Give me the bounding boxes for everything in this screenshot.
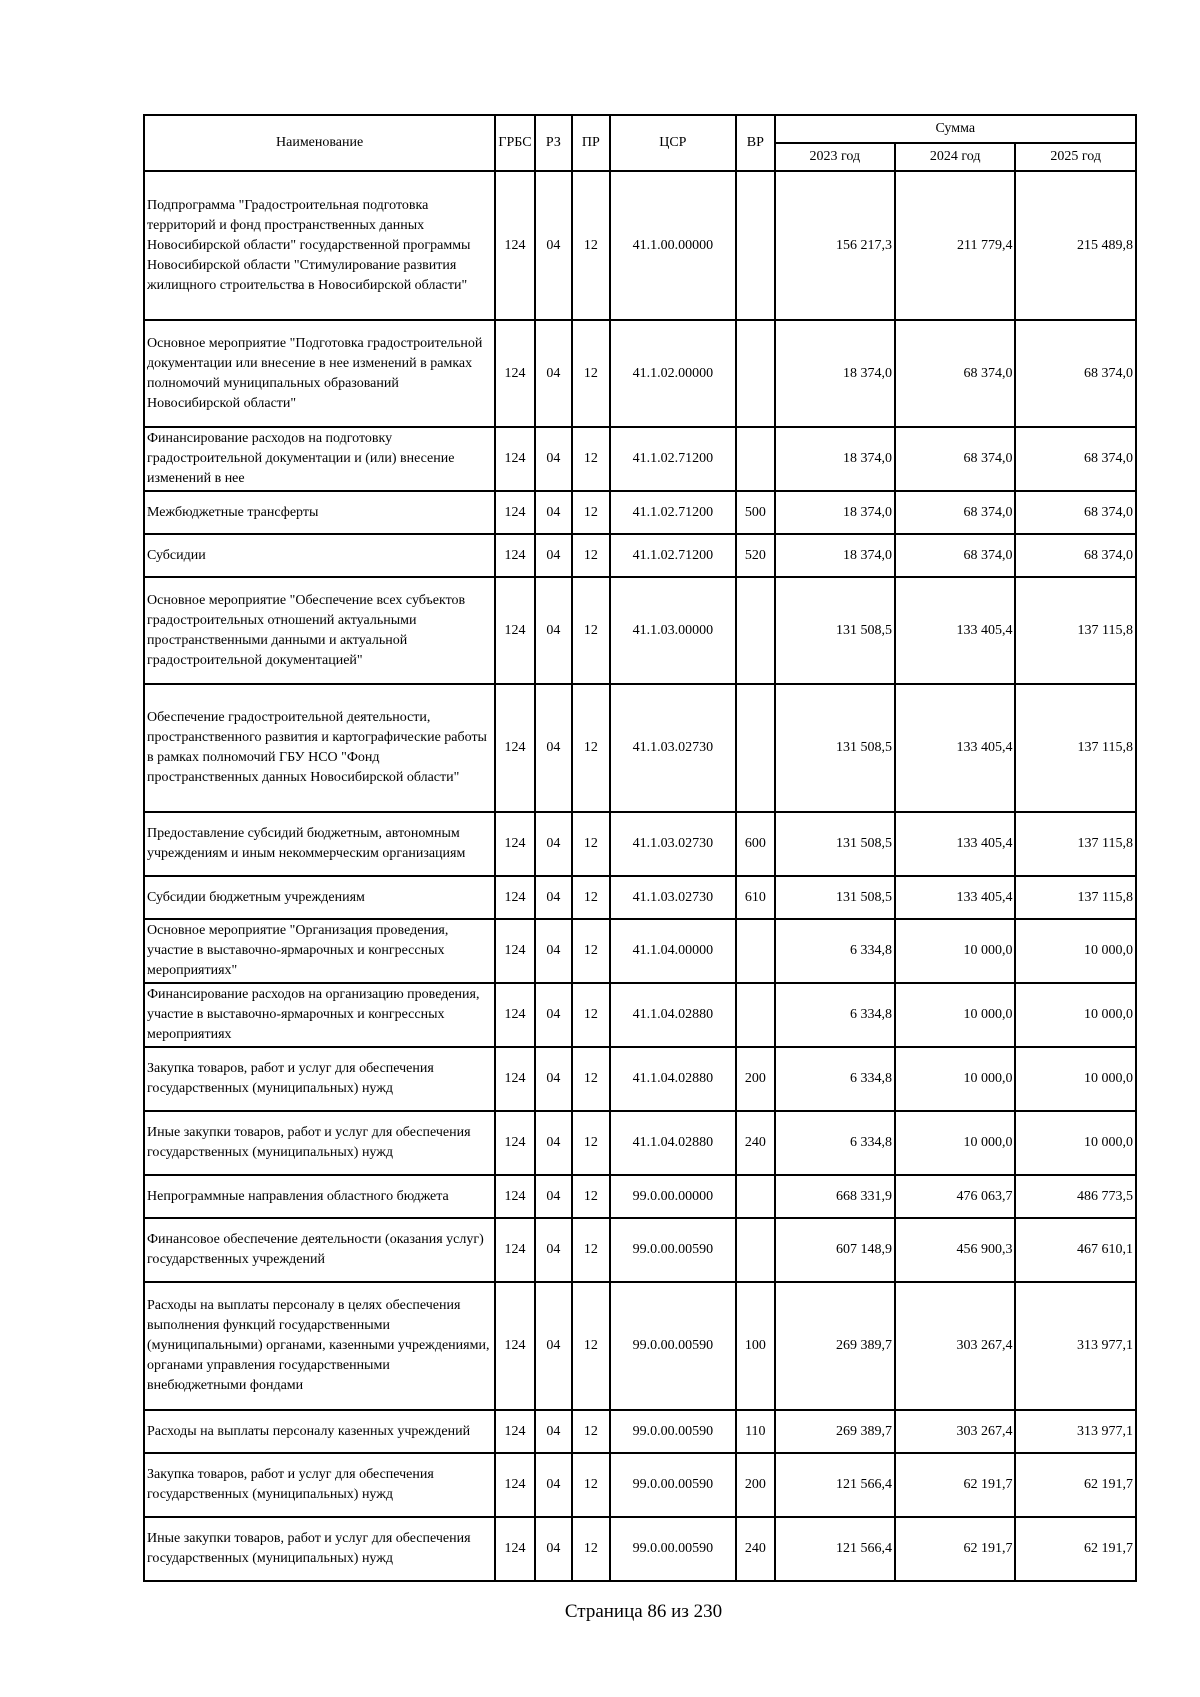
row-csr: 41.1.03.02730 xyxy=(610,812,737,876)
row-rz: 04 xyxy=(535,876,572,919)
row-csr: 41.1.04.02880 xyxy=(610,983,737,1047)
row-name: Основное мероприятие "Подготовка градостроительной документации или внесение в нее изменений в рамках полномочий муниципальных образований Новосибирской области" xyxy=(144,320,495,427)
row-sum-2023: 6 334,8 xyxy=(775,919,895,983)
header-sum: Сумма xyxy=(775,115,1136,143)
row-grbs: 124 xyxy=(495,684,534,812)
row-pr: 12 xyxy=(572,1410,609,1453)
row-grbs: 124 xyxy=(495,320,534,427)
table-row xyxy=(144,1517,1136,1581)
row-sum-2024: 10 000,0 xyxy=(895,919,1015,983)
header-year-2025: 2025 год xyxy=(1015,143,1136,171)
row-sum-2025: 137 115,8 xyxy=(1015,577,1136,684)
row-grbs: 124 xyxy=(495,1175,534,1218)
row-name: Иные закупки товаров, работ и услуг для обеспечения государственных (муниципальных) нужд xyxy=(144,1517,495,1581)
row-pr: 12 xyxy=(572,534,609,577)
row-pr: 12 xyxy=(572,1175,609,1218)
row-sum-2023: 269 389,7 xyxy=(775,1282,895,1410)
row-name: Основное мероприятие "Обеспечение всех субъектов градостроительных отношений актуальными пространственными данными и актуальной градостроительной документацией" xyxy=(144,577,495,684)
row-grbs: 124 xyxy=(495,1047,534,1111)
row-pr: 12 xyxy=(572,320,609,427)
row-pr: 12 xyxy=(572,1111,609,1175)
row-rz: 04 xyxy=(535,320,572,427)
row-sum-2023: 269 389,7 xyxy=(775,1410,895,1453)
table-row xyxy=(144,534,1136,577)
row-pr: 12 xyxy=(572,876,609,919)
row-sum-2023: 121 566,4 xyxy=(775,1517,895,1581)
row-sum-2025: 137 115,8 xyxy=(1015,812,1136,876)
row-rz: 04 xyxy=(535,983,572,1047)
table-row xyxy=(144,1218,1136,1282)
row-sum-2023: 18 374,0 xyxy=(775,320,895,427)
row-rz: 04 xyxy=(535,491,572,534)
header-year-2023: 2023 год xyxy=(775,143,895,171)
row-sum-2023: 131 508,5 xyxy=(775,577,895,684)
row-name: Финансирование расходов на подготовку градостроительной документации и (или) внесение изменений в нее xyxy=(144,427,495,491)
row-csr: 41.1.03.02730 xyxy=(610,684,737,812)
row-name: Закупка товаров, работ и услуг для обеспечения государственных (муниципальных) нужд xyxy=(144,1047,495,1111)
row-grbs: 124 xyxy=(495,171,534,320)
row-name: Основное мероприятие "Организация проведения, участие в выставочно-ярмарочных и конгрессных мероприятиях" xyxy=(144,919,495,983)
row-pr: 12 xyxy=(572,491,609,534)
row-csr: 41.1.04.02880 xyxy=(610,1111,737,1175)
row-rz: 04 xyxy=(535,577,572,684)
row-csr: 99.0.00.00590 xyxy=(610,1453,737,1517)
header-year-2024: 2024 год xyxy=(895,143,1015,171)
row-grbs: 124 xyxy=(495,812,534,876)
row-sum-2025: 486 773,5 xyxy=(1015,1175,1136,1218)
row-vr: 100 xyxy=(736,1282,774,1410)
row-sum-2025: 10 000,0 xyxy=(1015,919,1136,983)
row-sum-2025: 137 115,8 xyxy=(1015,876,1136,919)
row-grbs: 124 xyxy=(495,1111,534,1175)
row-grbs: 124 xyxy=(495,1282,534,1410)
row-grbs: 124 xyxy=(495,1410,534,1453)
row-name: Подпрограмма "Градостроительная подготовка территорий и фонд пространственных данных Новосибирской области" государственной программы Новосибирской области "Стимулирование развития жилищного строительства в Новосибирской области" xyxy=(144,171,495,320)
row-rz: 04 xyxy=(535,1453,572,1517)
row-vr: 240 xyxy=(736,1517,774,1581)
row-rz: 04 xyxy=(535,1282,572,1410)
row-vr: 500 xyxy=(736,491,774,534)
table-row xyxy=(144,320,1136,427)
row-grbs: 124 xyxy=(495,876,534,919)
header-rz: РЗ xyxy=(535,115,572,171)
row-pr: 12 xyxy=(572,171,609,320)
row-grbs: 124 xyxy=(495,1218,534,1282)
row-csr: 41.1.02.71200 xyxy=(610,534,737,577)
row-rz: 04 xyxy=(535,1517,572,1581)
row-sum-2025: 10 000,0 xyxy=(1015,1111,1136,1175)
row-rz: 04 xyxy=(535,1218,572,1282)
row-rz: 04 xyxy=(535,1410,572,1453)
row-sum-2024: 133 405,4 xyxy=(895,684,1015,812)
table-row xyxy=(144,919,1136,983)
row-sum-2025: 313 977,1 xyxy=(1015,1410,1136,1453)
row-name: Субсидии xyxy=(144,534,495,577)
row-sum-2024: 476 063,7 xyxy=(895,1175,1015,1218)
table-row xyxy=(144,684,1136,812)
row-vr xyxy=(736,171,774,320)
row-sum-2024: 456 900,3 xyxy=(895,1218,1015,1282)
row-grbs: 124 xyxy=(495,427,534,491)
row-name: Финансирование расходов на организацию проведения, участие в выставочно-ярмарочных и конгрессных мероприятиях xyxy=(144,983,495,1047)
row-sum-2023: 607 148,9 xyxy=(775,1218,895,1282)
table-row xyxy=(144,812,1136,876)
row-sum-2023: 6 334,8 xyxy=(775,983,895,1047)
row-sum-2024: 303 267,4 xyxy=(895,1282,1015,1410)
row-pr: 12 xyxy=(572,1517,609,1581)
table-row xyxy=(144,171,1136,320)
row-name: Финансовое обеспечение деятельности (оказания услуг) государственных учреждений xyxy=(144,1218,495,1282)
row-pr: 12 xyxy=(572,919,609,983)
row-rz: 04 xyxy=(535,427,572,491)
row-vr xyxy=(736,1175,774,1218)
table-row xyxy=(144,1453,1136,1517)
row-sum-2023: 121 566,4 xyxy=(775,1453,895,1517)
row-sum-2024: 10 000,0 xyxy=(895,1111,1015,1175)
row-rz: 04 xyxy=(535,1047,572,1111)
header-grbs: ГРБС xyxy=(495,115,534,171)
row-csr: 41.1.03.00000 xyxy=(610,577,737,684)
row-csr: 99.0.00.00590 xyxy=(610,1218,737,1282)
row-sum-2024: 133 405,4 xyxy=(895,577,1015,684)
row-csr: 41.1.02.71200 xyxy=(610,427,737,491)
row-sum-2025: 62 191,7 xyxy=(1015,1453,1136,1517)
row-csr: 41.1.02.00000 xyxy=(610,320,737,427)
row-grbs: 124 xyxy=(495,919,534,983)
row-vr: 240 xyxy=(736,1111,774,1175)
row-csr: 41.1.04.02880 xyxy=(610,1047,737,1111)
header-name: Наименование xyxy=(144,115,495,171)
table-row xyxy=(144,1047,1136,1111)
row-grbs: 124 xyxy=(495,534,534,577)
row-sum-2024: 68 374,0 xyxy=(895,534,1015,577)
row-grbs: 124 xyxy=(495,1453,534,1517)
row-sum-2024: 10 000,0 xyxy=(895,983,1015,1047)
row-vr xyxy=(736,320,774,427)
header-vr: ВР xyxy=(736,115,774,171)
table-row xyxy=(144,1410,1136,1453)
row-sum-2024: 211 779,4 xyxy=(895,171,1015,320)
table-row xyxy=(144,1282,1136,1410)
row-vr xyxy=(736,1218,774,1282)
row-csr: 99.0.00.00000 xyxy=(610,1175,737,1218)
row-pr: 12 xyxy=(572,1282,609,1410)
row-name: Предоставление субсидий бюджетным, автономным учреждениям и иным некоммерческим организациям xyxy=(144,812,495,876)
row-csr: 41.1.04.00000 xyxy=(610,919,737,983)
row-pr: 12 xyxy=(572,1047,609,1111)
row-vr: 200 xyxy=(736,1453,774,1517)
row-grbs: 124 xyxy=(495,491,534,534)
row-rz: 04 xyxy=(535,534,572,577)
row-sum-2023: 131 508,5 xyxy=(775,876,895,919)
row-sum-2023: 6 334,8 xyxy=(775,1111,895,1175)
table-row xyxy=(144,876,1136,919)
header-csr: ЦСР xyxy=(610,115,737,171)
row-csr: 99.0.00.00590 xyxy=(610,1410,737,1453)
row-sum-2023: 156 217,3 xyxy=(775,171,895,320)
table-row xyxy=(144,1111,1136,1175)
row-sum-2024: 10 000,0 xyxy=(895,1047,1015,1111)
row-csr: 99.0.00.00590 xyxy=(610,1282,737,1410)
row-rz: 04 xyxy=(535,812,572,876)
row-vr: 600 xyxy=(736,812,774,876)
row-rz: 04 xyxy=(535,684,572,812)
row-rz: 04 xyxy=(535,1175,572,1218)
row-csr: 41.1.02.71200 xyxy=(610,491,737,534)
row-vr xyxy=(736,684,774,812)
row-csr: 41.1.03.02730 xyxy=(610,876,737,919)
row-sum-2025: 68 374,0 xyxy=(1015,320,1136,427)
row-sum-2025: 137 115,8 xyxy=(1015,684,1136,812)
row-name: Обеспечение градостроительной деятельности, пространственного развития и картографические работы в рамках полномочий ГБУ НСО "Фонд пространственных данных Новосибирской области" xyxy=(144,684,495,812)
row-vr xyxy=(736,919,774,983)
table-row xyxy=(144,1175,1136,1218)
row-name: Расходы на выплаты персоналу в целях обеспечения выполнения функций государственными (муниципальными) органами, казенными учреждениями, органами управления государственными внебюджетными фондами xyxy=(144,1282,495,1410)
row-sum-2023: 18 374,0 xyxy=(775,534,895,577)
row-vr: 610 xyxy=(736,876,774,919)
row-name: Субсидии бюджетным учреждениям xyxy=(144,876,495,919)
row-sum-2024: 68 374,0 xyxy=(895,320,1015,427)
row-grbs: 124 xyxy=(495,1517,534,1581)
row-pr: 12 xyxy=(572,812,609,876)
row-sum-2023: 18 374,0 xyxy=(775,427,895,491)
row-sum-2023: 668 331,9 xyxy=(775,1175,895,1218)
row-pr: 12 xyxy=(572,1453,609,1517)
row-csr: 41.1.00.00000 xyxy=(610,171,737,320)
row-sum-2025: 68 374,0 xyxy=(1015,534,1136,577)
row-sum-2025: 62 191,7 xyxy=(1015,1517,1136,1581)
row-rz: 04 xyxy=(535,1111,572,1175)
row-sum-2025: 10 000,0 xyxy=(1015,983,1136,1047)
row-name: Непрограммные направления областного бюджета xyxy=(144,1175,495,1218)
row-pr: 12 xyxy=(572,1218,609,1282)
row-vr: 520 xyxy=(736,534,774,577)
row-sum-2024: 62 191,7 xyxy=(895,1517,1015,1581)
table-row xyxy=(144,427,1136,491)
row-sum-2024: 68 374,0 xyxy=(895,427,1015,491)
row-sum-2024: 62 191,7 xyxy=(895,1453,1015,1517)
row-sum-2025: 10 000,0 xyxy=(1015,1047,1136,1111)
row-vr: 200 xyxy=(736,1047,774,1111)
row-sum-2025: 68 374,0 xyxy=(1015,491,1136,534)
row-vr xyxy=(736,577,774,684)
row-sum-2023: 131 508,5 xyxy=(775,684,895,812)
table-body xyxy=(144,171,1136,1581)
header-pr: ПР xyxy=(572,115,609,171)
table-row xyxy=(144,577,1136,684)
row-grbs: 124 xyxy=(495,577,534,684)
row-pr: 12 xyxy=(572,577,609,684)
row-pr: 12 xyxy=(572,427,609,491)
row-name: Иные закупки товаров, работ и услуг для обеспечения государственных (муниципальных) нужд xyxy=(144,1111,495,1175)
row-sum-2024: 68 374,0 xyxy=(895,491,1015,534)
row-vr xyxy=(736,427,774,491)
row-sum-2024: 303 267,4 xyxy=(895,1410,1015,1453)
row-sum-2023: 18 374,0 xyxy=(775,491,895,534)
row-sum-2025: 68 374,0 xyxy=(1015,427,1136,491)
row-pr: 12 xyxy=(572,684,609,812)
table-row xyxy=(144,491,1136,534)
row-vr xyxy=(736,983,774,1047)
table-header xyxy=(144,115,1136,171)
row-name: Расходы на выплаты персоналу казенных учреждений xyxy=(144,1410,495,1453)
row-sum-2025: 467 610,1 xyxy=(1015,1218,1136,1282)
row-name: Закупка товаров, работ и услуг для обеспечения государственных (муниципальных) нужд xyxy=(144,1453,495,1517)
row-vr: 110 xyxy=(736,1410,774,1453)
table-row xyxy=(144,983,1136,1047)
row-csr: 99.0.00.00590 xyxy=(610,1517,737,1581)
row-sum-2023: 6 334,8 xyxy=(775,1047,895,1111)
row-sum-2025: 313 977,1 xyxy=(1015,1282,1136,1410)
row-rz: 04 xyxy=(535,919,572,983)
page-number: Страница 86 из 230 xyxy=(564,1601,723,1622)
row-sum-2024: 133 405,4 xyxy=(895,876,1015,919)
row-sum-2023: 131 508,5 xyxy=(775,812,895,876)
row-name: Межбюджетные трансферты xyxy=(144,491,495,534)
row-sum-2025: 215 489,8 xyxy=(1015,171,1136,320)
row-pr: 12 xyxy=(572,983,609,1047)
row-sum-2024: 133 405,4 xyxy=(895,812,1015,876)
budget-table xyxy=(143,114,1137,1582)
row-rz: 04 xyxy=(535,171,572,320)
row-grbs: 124 xyxy=(495,983,534,1047)
